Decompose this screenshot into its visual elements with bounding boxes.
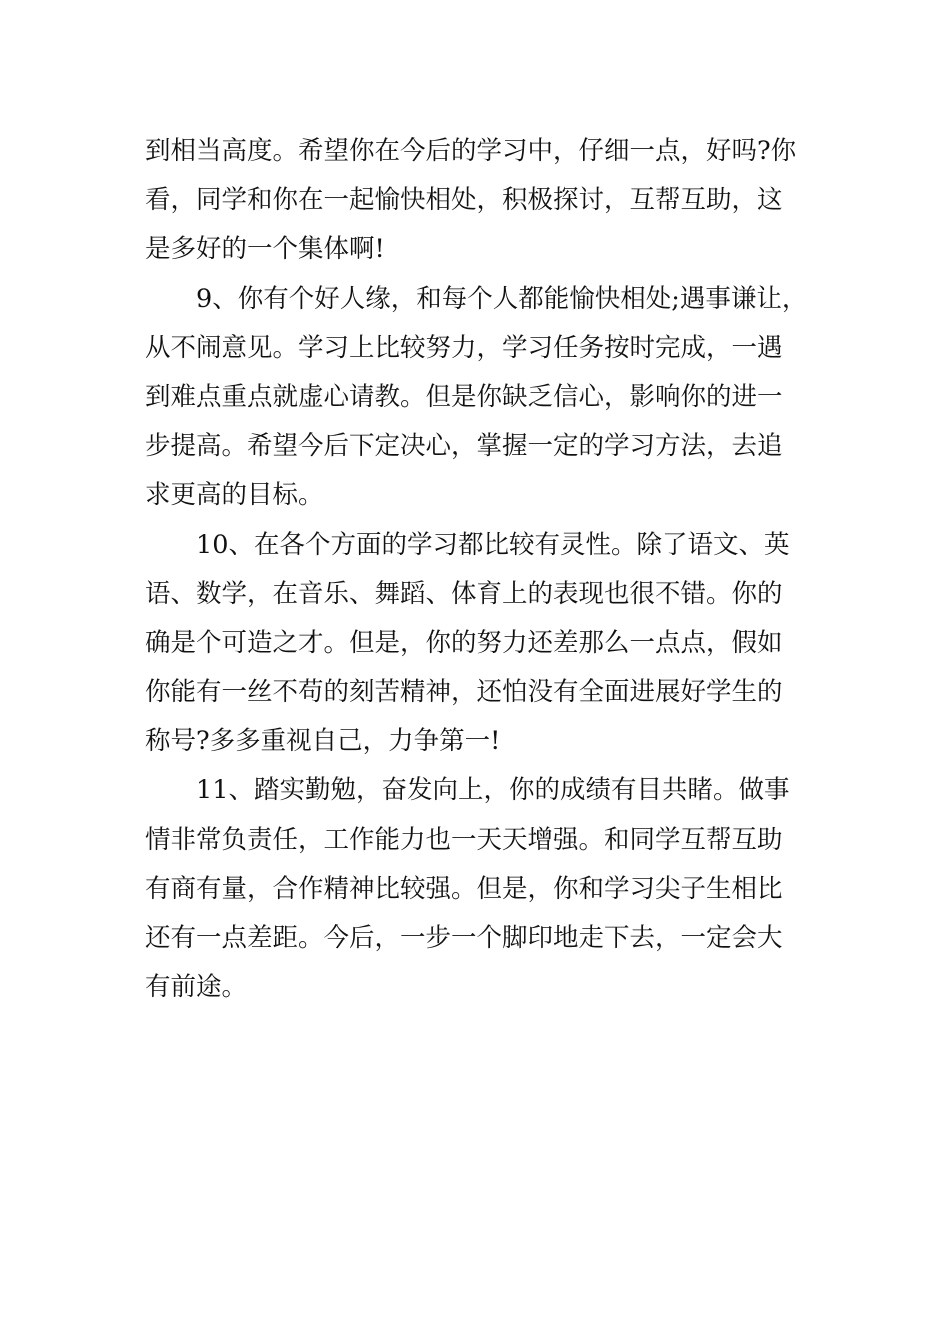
paragraph-10-start: 10、在各个方面的学习都比较有灵性。除了语文、英 [196,529,790,560]
text-line: 有前途。 [145,972,248,1003]
text-line: 到难点重点就虚心请教。但是你缺乏信心，影响你的进一 [145,381,783,412]
text-line: 步提高。希望今后下定决心，掌握一定的学习方法，去追 [145,431,783,462]
text-line: 称号?多多重视自己，力争第一! [145,726,501,757]
text-line: 有商有量，合作精神比较强。但是，你和学习尖子生相比 [145,873,783,904]
text-line: 求更高的目标。 [145,480,324,511]
text-line: 是多好的一个集体啊! [145,234,385,265]
text-line: 情非常负责任，工作能力也一天天增强。和同学互帮互助 [145,824,783,855]
text-line: 还有一点差距。今后，一步一个脚印地走下去，一定会大 [145,923,783,953]
text-line: 语、数学，在音乐、舞蹈、体育上的表现也很不错。你的 [145,578,783,609]
text-line: 从不闹意见。学习上比较努力，学习任务按时完成，一遇 [145,332,783,363]
paragraph-9-start: 9、你有个好人缘，和每个人都能愉快相处;遇事谦让， [196,283,808,314]
text-line: 确是个可造之才。但是，你的努力还差那么一点点，假如 [145,627,783,658]
text-line: 到相当高度。希望你在今后的学习中，仔细一点，好吗?你 [145,136,797,166]
text-line: 看，同学和你在一起愉快相处，积极探讨，互帮互助，这 [145,185,783,216]
document-body [145,127,835,1012]
paragraph-11-start: 11、踏实勤勉，奋发向上，你的成绩有目共睹。做事 [196,775,790,806]
text-line: 你能有一丝不苟的刻苦精神，还怕没有全面进展好学生的 [145,677,783,708]
